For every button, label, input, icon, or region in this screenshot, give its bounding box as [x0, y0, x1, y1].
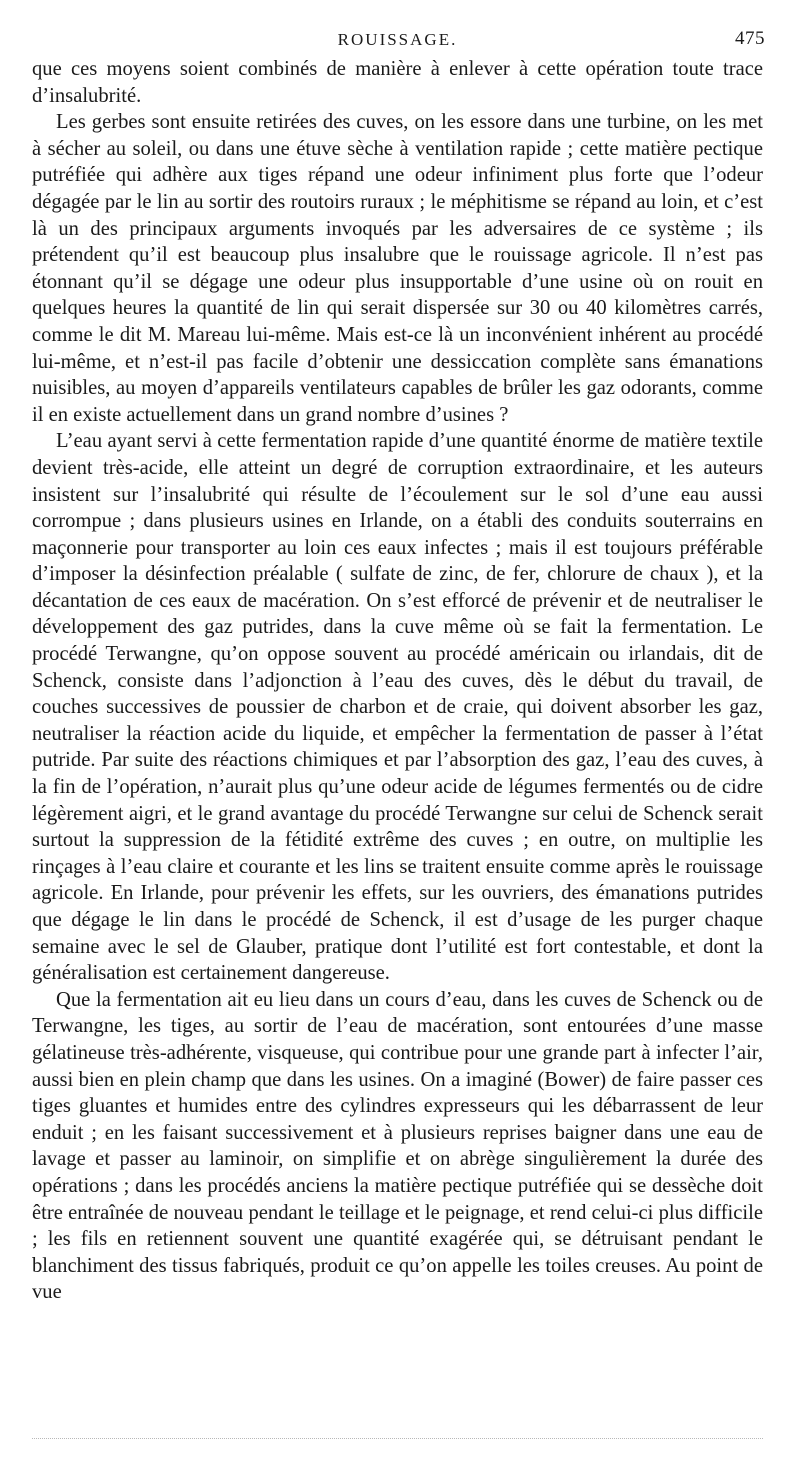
page-bottom-rule [32, 1438, 763, 1439]
running-head-title: ROUISSAGE. [337, 30, 458, 49]
paragraph-continuation: que ces moyens soient combinés de manière à enlever à cette opération toute trace d’insalubrité. [32, 58, 763, 107]
running-head [32, 28, 763, 56]
paragraph-stems: Que la fermentation ait eu lieu dans un cours d’eau, dans les cuves de Schenck ou de Terwangne, les tiges, au sortir de l’eau de macération, sont entourées d’une masse gélatineuse très-adhérente, visqueuse, qui contribue pour une grande part à infecter l’air, aussi bien en plein champ que dans les usines. On a imaginé (Bower) de faire passer ces tiges gluantes et humides entre des cylindres expresseurs qui les débarrassent de leur enduit ; en les faisant successivement et à plusieurs reprises baigner dans une eau de lavage et passer au laminoir, on simplifie et on abrège singulièrement la durée des opérations ; dans les procédés anciens la matière pectique putréfiée qui se dessèche doit être entraînée de nouveau pendant le teillage et le peignage, et rend celui-ci plus difficile ; les fils en retiennent souvent une quantité exagérée qui, se détruisant pendant le blanchiment des tissus fabriqués, produit ce qu’on appelle les toiles creuses. Au point de vue [32, 988, 763, 1304]
body-text [32, 56, 763, 1306]
book-page [32, 28, 763, 1306]
paragraph-drying: Les gerbes sont ensuite retirées des cuves, on les essore dans une turbine, on les met à sécher au soleil, ou dans une étuve sèche à ventilation rapide ; cette matière pectique putréfiée qui adhère aux tiges répand une odeur infiniment plus forte que l’odeur dégagée par le lin au sortir des routoirs ruraux ; le méphitisme se répand au loin, et c’est là un des principaux arguments invoqués par les adversaires de ce système ; ils prétendent qu’il est beaucoup plus insalubre que le rouissage agricole. Il n’est pas étonnant qu’il se dégage une odeur plus insupportable d’une usine où on rouit en quelques heures la quantité de lin qui serait dispersée sur 30 ou 40 kilomètres carrés, comme le dit M. Mareau lui-même. Mais est-ce là un inconvénient inhérent au procédé lui-même, et n’est-il pas facile d’obtenir une dessiccation complète sans émanations nuisibles, au moyen d’appareils ventilateurs capables de brûler les gaz odorants, comme il en existe actuellement dans un grand nombre d’usines ? [32, 111, 763, 426]
page-number: 475 [735, 28, 765, 49]
paragraph-water: L’eau ayant servi à cette fermentation rapide d’une quantité énorme de matière textile devient très-acide, elle atteint un degré de corruption extraordinaire, et les auteurs insistent sur l’insalubrité qui résulte de l’écoulement sur le sol d’une eau aussi corrompue ; dans plusieurs usines en Irlande, on a établi des conduits souterrains en maçonnerie pour transporter au loin ces eaux infectes ; mais il est toujours préférable d’imposer la désinfection préalable ( sulfate de zinc, de fer, chlorure de chaux ), et la décantation de ces eaux de macération. On s’est efforcé de prévenir et de neutraliser le développement des gaz putrides, dans la cuve même où se fait la fermentation. Le procédé Terwangne, qu’on oppose souvent au procédé américain ou irlandais, dit de Schenck, consiste dans l’adjonction à l’eau des cuves, dès le début du travail, de couches successives de poussier de charbon et de craie, qui doivent absorber les gaz, neutraliser la réaction acide du liquide, et empêcher la fermentation de passer à l’état putride. Par suite des réactions chimiques et par l’absorption des gaz, l’eau des cuves, à la fin de l’opération, n’aurait plus qu’une odeur acide de légumes fermentés ou de cidre légèrement aigri, et le grand avantage du procédé Terwangne sur celui de Schenck serait surtout la suppression de la fétidité extrême des cuves ; en outre, on multiplie les rinçages à l’eau claire et courante et les lins se traitent ensuite comme après le rouissage agricole. En Irlande, pour prévenir les effets, sur les ouvriers, des émanations putrides que dégage le lin dans le procédé de Schenck, il est d’usage de les purger chaque semaine avec le sel de Glauber, pratique dont l’utilité est fort contestable, et dont la généralisation est certainement dangereuse. [32, 430, 763, 985]
